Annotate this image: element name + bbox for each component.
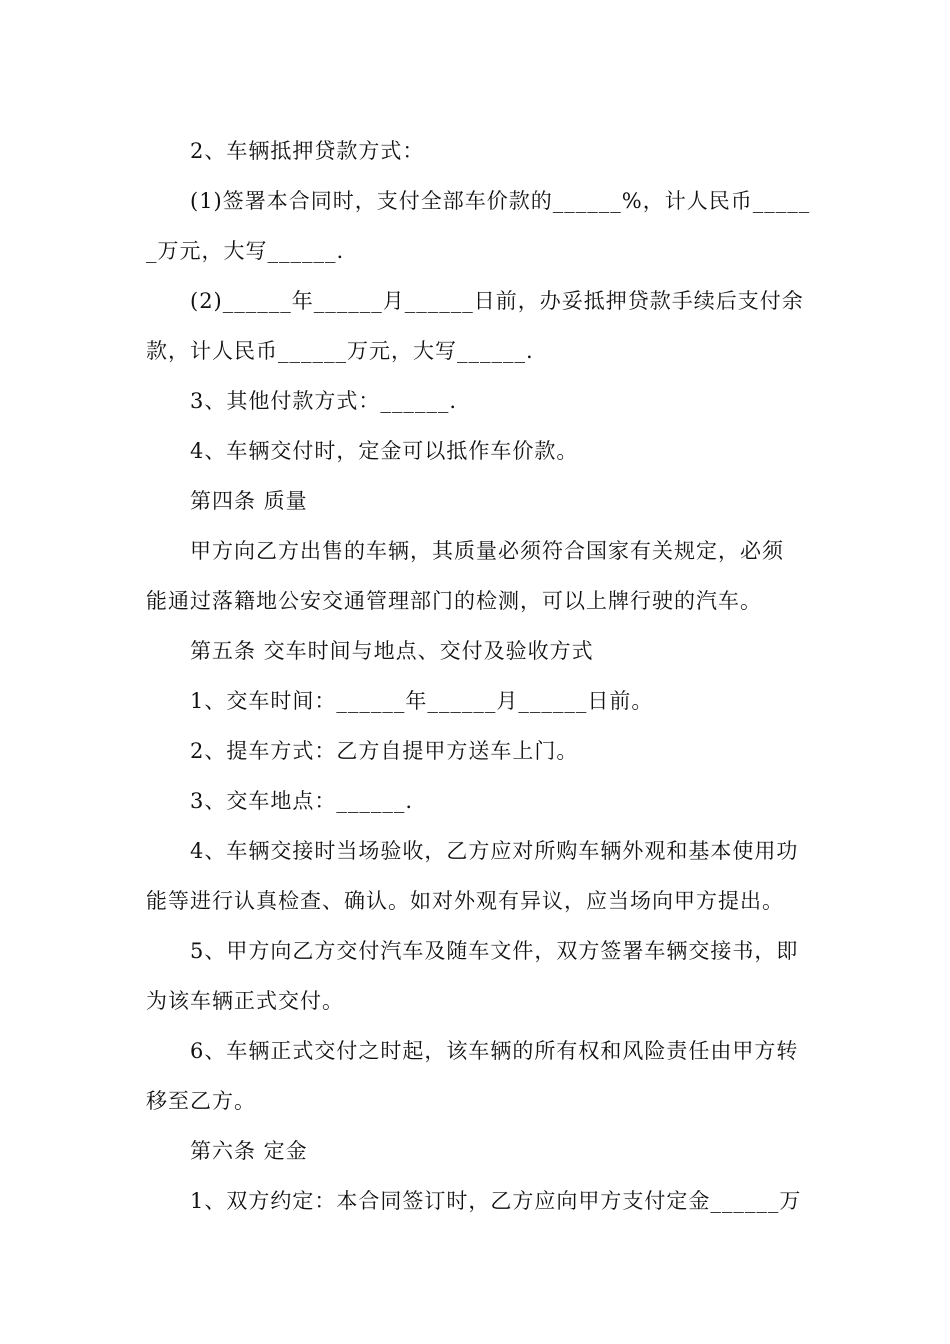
clause-line: 1、交车时间：______年______月______日前。 [190,689,654,713]
clause-line: 4、车辆交付时，定金可以抵作车价款。 [190,439,579,463]
clause-line: 3、交车地点：______. [190,789,414,813]
clause-line: (2)______年______月______日前，办妥抵押贷款手续后支付余 [190,289,804,313]
clause-line: 6、车辆正式交付之时起，该车辆的所有权和风险责任由甲方转 [190,1039,799,1063]
payment-method-heading: 2、车辆抵押贷款方式： [190,139,425,163]
clause-line: 能通过落籍地公安交通管理部门的检测，可以上牌行驶的汽车。 [146,589,762,613]
article-heading-quality: 第四条 质量 [190,489,308,513]
clause-line: _万元，大写______. [146,239,345,263]
clause-line: 甲方向乙方出售的车辆，其质量必须符合国家有关规定，必须 [190,539,784,563]
clause-line: 3、其他付款方式：______. [190,389,458,413]
clause-line: 1、双方约定：本合同签订时，乙方应向甲方支付定金______万 [190,1189,802,1213]
clause-line: 款，计人民币______万元，大写______. [146,339,534,363]
clause-line: (1)签署本合同时，支付全部车价款的______%，计人民币_____ [190,189,811,213]
clause-line: 4、车辆交接时当场验收，乙方应对所购车辆外观和基本使用功 [190,839,799,863]
clause-line: 5、甲方向乙方交付汽车及随车文件，双方签署车辆交接书，即 [190,939,799,963]
clause-line: 为该车辆正式交付。 [146,989,344,1013]
article-heading-deposit: 第六条 定金 [190,1139,308,1163]
clause-line: 2、提车方式：乙方自提甲方送车上门。 [190,739,579,763]
clause-line: 移至乙方。 [146,1089,256,1113]
article-heading-delivery: 第五条 交车时间与地点、交付及验收方式 [190,639,594,663]
clause-line: 能等进行认真检查、确认。如对外观有异议，应当场向甲方提出。 [146,889,784,913]
